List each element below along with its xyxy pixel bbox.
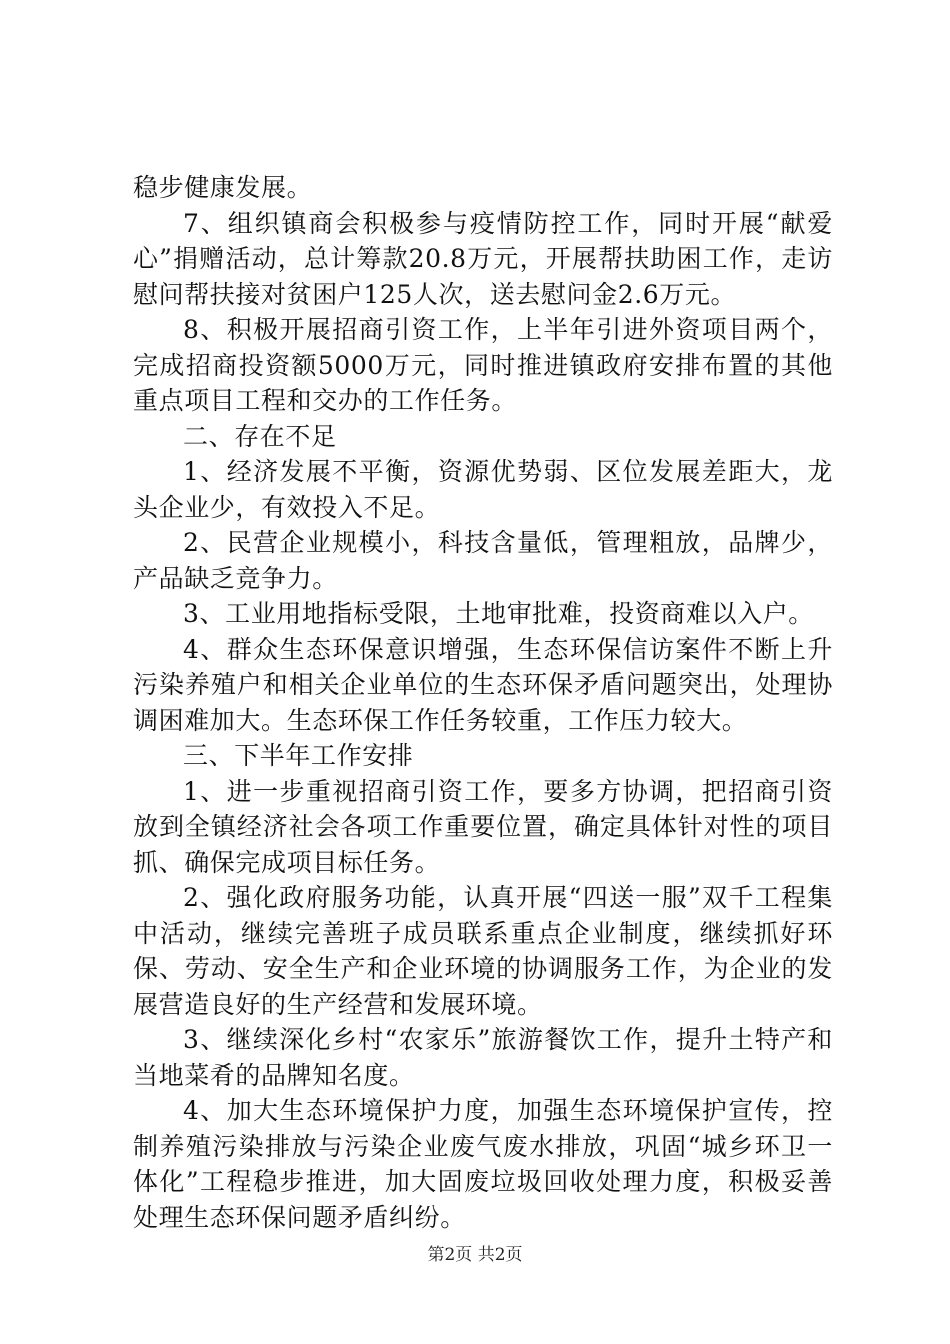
section-heading-plan: 三、下半年工作安排 <box>183 741 414 770</box>
paragraph-item-8: 8、积极开展招商引资工作，上半年引进外资项目两个，完成招商投资额5000万元，同时推进镇政府安排布置的其他重点项目工程和交办的工作任务。 <box>133 315 833 415</box>
paragraph-plan-4: 4、加大生态环境保护力度，加强生态环境保护宣传，控制养殖污染排放与污染企业废气废水排放，巩固“城乡环卫一体化”工程稳步推进，加大固废垃圾回收处理力度，积极妥善处理生态环保问题矛盾纠纷。 <box>133 1096 833 1232</box>
paragraph-shortcoming-3: 3、工业用地指标受限，土地审批难，投资商难以入户。 <box>183 599 814 628</box>
paragraph-item-7: 7、组织镇商会积极参与疫情防控工作，同时开展“献爱心”捐赠活动，总计筹款20.8万元，开展帮扶助困工作，走访慰问帮扶接对贫困户125人次，送去慰问金2.6万元。 <box>133 208 833 309</box>
page-number-footer: 第2页 共2页 <box>427 1245 523 1265</box>
paragraph-plan-1: 1、进一步重视招商引资工作，要多方协调，把招商引资放到全镇经济社会各项工作重要位置，确定具体针对性的项目抓、确保完成项目标任务。 <box>133 776 833 877</box>
paragraph-continuation: 稳步健康发展。 <box>133 173 313 202</box>
paragraph-shortcoming-4: 4、群众生态环保意识增强，生态环保信访案件不断上升污染养殖户和相关企业单位的生态环保矛盾问题突出，处理协调困难加大。生态环保工作任务较重，工作压力较大。 <box>133 634 833 735</box>
paragraph-shortcoming-2: 2、民营企业规模小，科技含量低，管理粗放，品牌少，产品缺乏竞争力。 <box>133 528 833 593</box>
section-heading-shortcomings: 二、存在不足 <box>183 421 337 451</box>
paragraph-shortcoming-1: 1、经济发展不平衡，资源优势弱、区位发展差距大，龙头企业少，有效投入不足。 <box>133 457 833 522</box>
document-body <box>133 170 833 1235</box>
paragraph-plan-3: 3、继续深化乡村“农家乐”旅游餐饮工作，提升土特产和当地菜肴的品牌知名度。 <box>133 1025 833 1090</box>
paragraph-plan-2: 2、强化政府服务功能，认真开展“四送一服”双千工程集中活动，继续完善班子成员联系重点企业制度，继续抓好环保、劳动、安全生产和企业环境的协调服务工作，为企业的发展营造良好的生产经营和发展环境。 <box>133 883 833 1019</box>
